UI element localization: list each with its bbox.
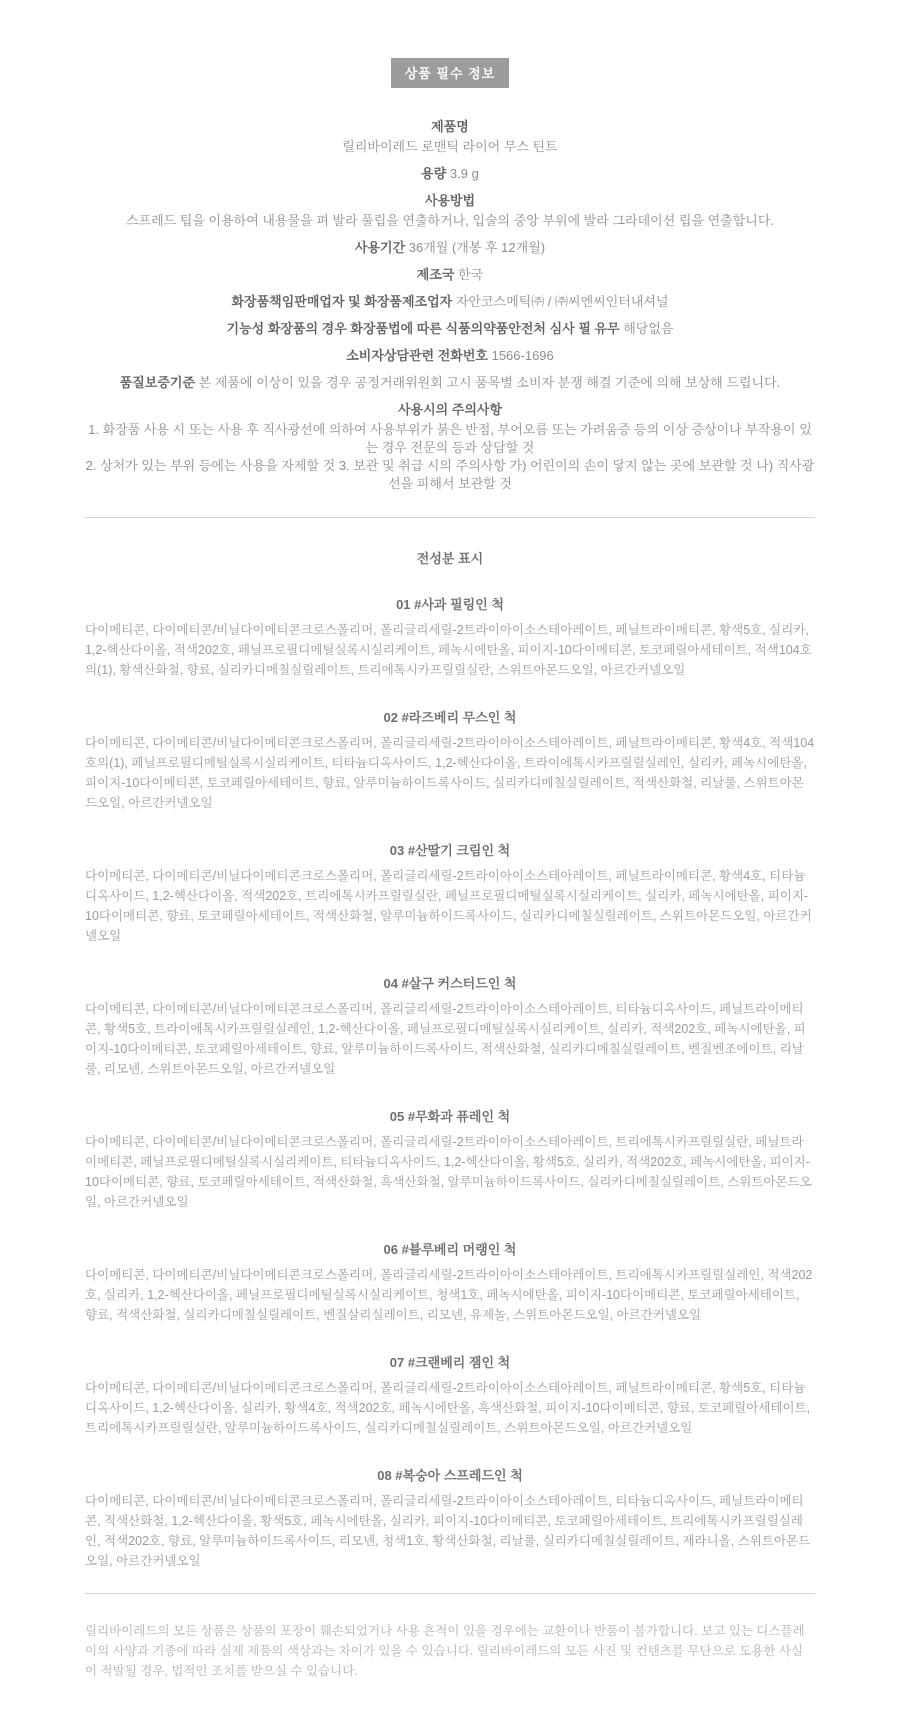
ingredients-title: 전성분 표시 <box>416 551 484 566</box>
ingredient-section-body: 다이메티콘, 다이메티콘/비닐다이메티콘크로스폴리머, 폴리글리세릴-2트라이아이소스테아레이트, 페닐트라이메티콘, 황색5호, 실리카, 1,2-헥산다이올, 적색202호, 페닐프로필디메틸실록시실리케이트, 페녹시에탄올, 피이지-10다이메티콘, 토코페릴아세테이트, 적색104호의(1), 황색산화철, 향료, 실리카디메칠실릴레이트, 트리에톡시카프릴릴실란, 스위트아몬드오일, 아르간커넬오일 <box>85 623 812 677</box>
info-value-line: 2. 상처가 있는 부위 등에는 사용을 자제할 것 3. 보관 및 취급 시의 주의사항 가) 어린이의 손이 닿지 않는 곳에 보관할 것 나) 직사광선을 피해서 보관할 것 <box>85 458 815 491</box>
product-info-list <box>85 118 815 493</box>
ingredient-section-heading: 06 #블루베리 머랭인 척 <box>383 1242 517 1257</box>
info-row <box>85 118 815 156</box>
info-row <box>85 401 815 493</box>
ingredient-section-body: 다이메티콘, 다이메티콘/비닐다이메티콘크로스폴리머, 폴리글리세릴-2트라이아이소스테아레이트, 트리에톡시카프릴릴실레인, 적색202호, 실리카, 1,2-헥산다이올, 페닐프로필디메틸실록시실리케이트, 청색1호, 페녹시에탄올, 피이지-10다이메티콘, 토코페릴아세테이트, 향료, 적색산화철, 실리카디메칠실릴레이트, 벤질살리실레이트, 리모넨, 유제놀, 스위트아몬드오일, 아르간커넬오일 <box>85 1268 813 1322</box>
ingredient-section-heading: 08 #복숭아 스프레드인 척 <box>377 1468 523 1483</box>
info-row <box>85 165 815 183</box>
info-row <box>85 192 815 230</box>
badge-container <box>85 58 815 88</box>
info-value: 한국 <box>458 267 484 282</box>
info-row <box>85 320 815 338</box>
ingredient-section-body: 다이메티콘, 다이메티콘/비닐다이메티콘크로스폴리머, 폴리글리세릴-2트라이아이소스테아레이트, 페닐트라이메티콘, 황색4호, 티타늄디옥사이드, 1,2-헥산다이올, 적색202호, 트리에톡시카프릴릴실란, 페닐프로필디메틸실록시실리케이트, 실리카, 페녹시에탄올, 피이지-10다이메티콘, 향료, 토코페릴아세테이트, 적색산화철, 알루미늄하이드록사이드, 실리카디메칠실릴레이트, 스위트아몬드오일, 아르간커넬오일 <box>85 869 812 943</box>
info-row <box>85 347 815 365</box>
info-label: 기능성 화장품의 경우 화장품법에 따른 식품의약품안전처 심사 필 유무 <box>226 321 620 336</box>
info-row <box>85 293 815 311</box>
ingredient-section-body: 다이메티콘, 다이메티콘/비닐다이메티콘크로스폴리머, 폴리글리세릴-2트라이아이소스테아레이트, 트리에톡시카프릴릴실란, 페닐트라이메티콘, 페닐프로필디메틸실록시실리케이트, 티타늄디옥사이드, 1,2-헥산다이올, 황색5호, 실리카, 적색202호, 페녹시에탄올, 피이지-10다이메티콘, 향료, 토코페릴아세테이트, 적색산화철, 흑색산화철, 알루미늄하이드록사이드, 실리카디메칠실릴레이트, 스위트아몬드오일, 아르간커넬오일 <box>85 1135 812 1209</box>
ingredient-section-body: 다이메티콘, 다이메티콘/비닐다이메티콘크로스폴리머, 폴리글리세릴-2트라이아이소스테아레이트, 페닐트라이메티콘, 황색5호, 티타늄디옥사이드, 1,2-헥산다이올, 실리카, 황색4호, 적색202호, 페녹시에탄올, 흑색산화철, 피이지-10다이메티콘, 향료, 토코페릴아세테이트, 트리에톡시카프릴릴실란, 알루미늄하이드록사이드, 실리카디메칠실릴레이트, 스위트아몬드오일, 아르간커넬오일 <box>85 1381 811 1435</box>
info-label: 용량 <box>421 166 447 181</box>
divider-top <box>85 517 815 518</box>
info-value: 릴리바이레드 로맨틱 라이어 무스 틴트 <box>342 139 558 154</box>
ingredient-section <box>85 973 815 1079</box>
ingredient-section <box>85 1239 815 1325</box>
info-label: 사용방법 <box>424 193 476 208</box>
ingredients-list <box>85 594 815 1571</box>
ingredient-section-heading: 03 #산딸기 크림인 척 <box>389 843 511 858</box>
info-value: 본 제품에 이상이 있을 경우 공정거래위원회 고시 품목별 소비자 분쟁 해결 기준에 의해 보상해 드립니다. <box>198 375 781 390</box>
info-value: 자안코스메틱㈜ / ㈜씨엔씨인터내셔널 <box>455 294 669 309</box>
policy-notice: 릴리바이레드의 모든 상품은 상품의 포장이 훼손되었거나 사용 흔적이 있을 경우에는 교환이나 반품이 불가합니다. 보고 있는 디스플레이의 사양과 기종에 따라 실제 제품의 색상과는 차이가 있을 수 있습니다. 릴리바이레드의 모든 사진 및 컨텐츠를 무단으로 도용한 사실이 적발될 경우, 법적인 조치를 받으실 수 있습니다. <box>85 1624 805 1678</box>
ingredient-section-body: 다이메티콘, 다이메티콘/비닐다이메티콘크로스폴리머, 폴리글리세릴-2트라이아이소스테아레이트, 페닐트라이메티콘, 황색4호, 적색104호의(1), 페닐프로필디메틸실록시실리케이트, 티타늄디옥사이드, 1,2-헥산다이올, 트라이에톡시카프릴릴실레인, 실리카, 페녹시에탄올, 피이지-10다이메티콘, 토코페릴아세테이트, 향료, 알루미늄하이드록사이드, 실리카디메칠실릴레이트, 적색산화철, 리날룰, 스위트아몬드오일, 아르간커넬오일 <box>85 736 815 810</box>
ingredient-section-heading: 02 #라즈베리 무스인 척 <box>383 710 517 725</box>
info-row <box>85 266 815 284</box>
divider-bottom <box>85 1593 815 1594</box>
info-value: 36개월 (개봉 후 12개월) <box>408 240 546 255</box>
info-value: 해당없음 <box>623 321 674 336</box>
ingredient-section-heading: 04 #살구 커스터드인 척 <box>383 976 517 991</box>
info-value: 3.9 g <box>449 166 479 181</box>
ingredient-section <box>85 707 815 813</box>
product-info-page <box>85 0 815 1731</box>
info-label: 화장품책임판매업자 및 화장품제조업자 <box>231 294 453 309</box>
info-row <box>85 374 815 392</box>
ingredient-section-body: 다이메티콘, 다이메티콘/비닐다이메티콘크로스폴리머, 폴리글리세릴-2트라이아이소스테아레이트, 티타늄디옥사이드, 페닐트라이메티콘, 황색5호, 트라이에톡시카프릴릴실레인, 1,2-헥산다이올, 페닐프로필디메틸실록시실리케이트, 실리카, 적색202호, 페녹시에탄올, 피이지-10다이메티콘, 토코페릴아세테이트, 향료, 알루미늄하이드록사이드, 적색산화철, 실리카디메칠실릴레이트, 벤질벤조에이트, 리날룰, 리모넨, 스위트아몬드오일, 아르간커넬오일 <box>85 1002 806 1076</box>
required-info-badge: 상품 필수 정보 <box>391 58 510 88</box>
info-label: 제품명 <box>431 119 469 134</box>
ingredient-section <box>85 1465 815 1571</box>
info-label: 품질보증기준 <box>119 375 196 390</box>
ingredient-section <box>85 594 815 680</box>
ingredient-section <box>85 1106 815 1212</box>
info-label: 소비자상담관련 전화번호 <box>346 348 488 363</box>
ingredient-section <box>85 1352 815 1438</box>
info-value: 1566-1696 <box>491 348 554 363</box>
ingredient-section-body: 다이메티콘, 다이메티콘/비닐다이메티콘크로스폴리머, 폴리글리세릴-2트라이아이소스테아레이트, 티타늄디옥사이드, 페닐트라이메티콘, 적색산화철, 1,2-헥산다이올, 황색5호, 페녹시에탄올, 실리카, 피이지-10다이메티콘, 토코페릴아세테이트, 트리에톡시카프릴릴실레인, 적색202호, 향료, 알루미늄하이드록사이드, 리모넨, 청색1호, 황색산화철, 리날룰, 실리카디메칠실릴레이트, 제라니올, 스위트아몬드오일, 아르간커넬오일 <box>85 1494 811 1568</box>
ingredient-section-heading: 01 #사과 필링인 척 <box>396 597 504 612</box>
info-value-line: 1. 화장품 사용 시 또는 사용 후 직사광선에 의하여 사용부위가 붉은 반점, 부어오름 또는 가려움증 등의 이상 증상이나 부작용이 있는 경우 전문의 등과 상담할 것 <box>88 422 812 455</box>
info-label: 사용기간 <box>354 240 406 255</box>
ingredient-section-heading: 07 #크랜베리 잼인 척 <box>389 1355 511 1370</box>
info-label: 사용시의 주의사항 <box>397 402 503 417</box>
info-row <box>85 239 815 257</box>
info-value: 스프레드 팁을 이용하여 내용물을 펴 발라 풀립을 연출하거나, 입술의 중앙 부위에 발라 그라데이션 립을 연출합니다. <box>125 213 775 228</box>
ingredient-section <box>85 840 815 946</box>
info-label: 제조국 <box>416 267 455 282</box>
ingredient-section-heading: 05 #무화과 퓨레인 척 <box>389 1109 511 1124</box>
